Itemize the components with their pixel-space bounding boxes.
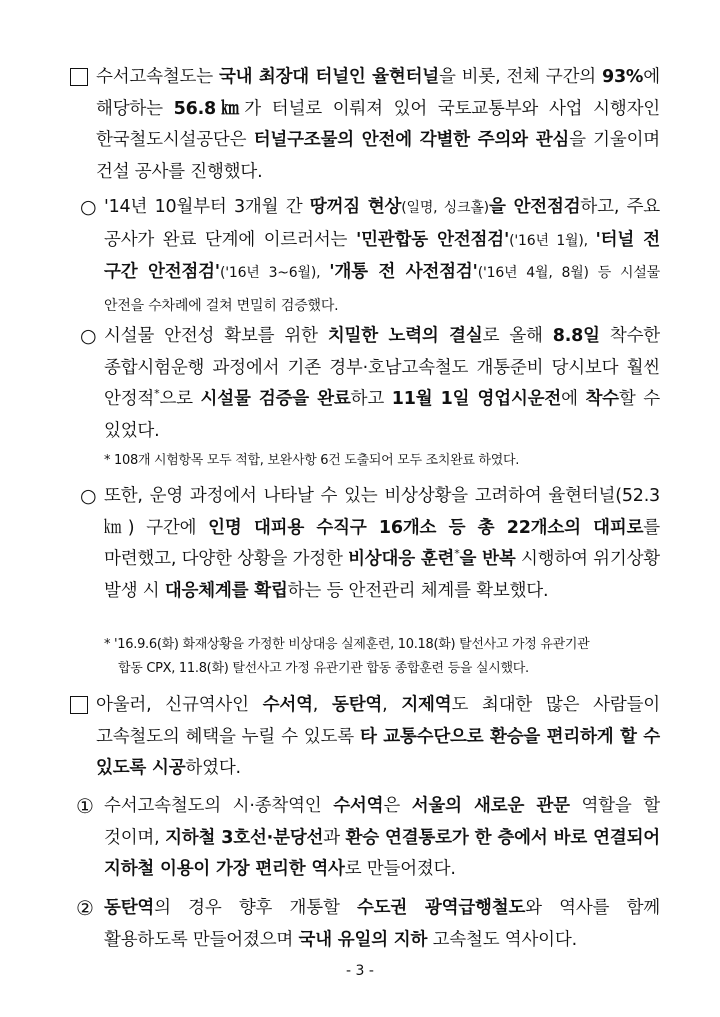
checkbox-square-icon: [70, 696, 88, 714]
circle-bullet: ○: [80, 325, 97, 347]
circle-bullet: ○: [80, 485, 97, 507]
paragraph-text: '14년 10월부터 3개월 간 땅꺼짐 현상(일명, 싱크홀)을 안전점검하고, 주요 공사가 완료 단계에 이르러서는 '민관합동 안전점검'('16년 1월), '터널 전 구간 안전점검'('16년 3~6월), '개통 전 사전점검'('16년 4월, 8월) 등 시설물 안전을 수차례에 걸쳐 면밀히 검증했다.: [104, 197, 660, 314]
footnote-line: * '16.9.6(화) 화재상황을 가정한 비상대응 실제훈련, 10.18(화) 탈선사고 가정 유관기관: [104, 637, 590, 652]
footnote-line: 합동 CPX, 11.8(화) 탈선사고 가정 유관기관 합동 종합훈련 등을 실시했다.: [118, 661, 529, 676]
footnote-1: * 108개 시험항목 모두 적합, 보완사항 6건 도출되어 모두 조치완료 하였다.: [104, 453, 520, 468]
circle-bullet: ○: [80, 196, 97, 218]
paragraph-text: 수서고속철도는 국내 최장대 터널인 율현터널을 비롯, 전체 구간의 93%에 해당하는 56.8㎞가 터널로 이뤄져 있어 국토교통부와 사업 시행자인 한국철도시설공단은 터널구조물의 안전에 각별한 주의와 관심을 기울이며 건설 공사를 진행했다.: [96, 67, 661, 182]
page-number: - 3 -: [346, 963, 374, 979]
checkbox-square-icon: [70, 68, 88, 86]
numbered-bullet-2: ②: [76, 896, 94, 920]
paragraph-text: 아울러, 신규역사인 수서역, 동탄역, 지제역도 최대한 많은 사람들이 고속철도의 혜택을 누릴 수 있도록 타 교통수단으로 환승을 편리하게 할 수 있도록 시공하였다.: [96, 695, 660, 778]
paragraph-text: 시설물 안전성 확보를 위한 치밀한 노력의 결실로 올해 8.8일 착수한 종합시험운행 과정에서 기존 경부·호남고속철도 개통준비 당시보다 훨씬 안정적*으로 시설물 검증을 완료하고 11월 1일 영업시운전에 착수할 수 있었다.: [104, 326, 660, 441]
paragraph-text: 수서고속철도의 시·종착역인 수서역은 서울의 새로운 관문 역할을 할 것이며, 지하철 3호선·분당선과 환승 연결통로가 한 층에서 바로 연결되어 지하철 이용이 가장 편리한 역사로 만들어졌다.: [104, 796, 660, 879]
paragraph-text: 동탄역의 경우 향후 개통할 수도권 광역급행철도와 역사를 함께 활용하도록 만들어졌으며 국내 유일의 지하 고속철도 역사이다.: [104, 898, 660, 950]
paragraph-text: 또한, 운영 과정에서 나타날 수 있는 비상상황을 고려하여 율현터널(52.3㎞) 구간에 인명 대피용 수직구 16개소 등 총 22개소의 대피로를 마련했고, 다양한 상황을 가정한 비상대응 훈련*을 반복 시행하여 위기상황 발생 시 대응체계를 확립하는 등 안전관리 체계를 확보했다.: [104, 486, 660, 601]
numbered-bullet-1: ①: [76, 794, 94, 818]
footnote-2: [104, 633, 662, 681]
